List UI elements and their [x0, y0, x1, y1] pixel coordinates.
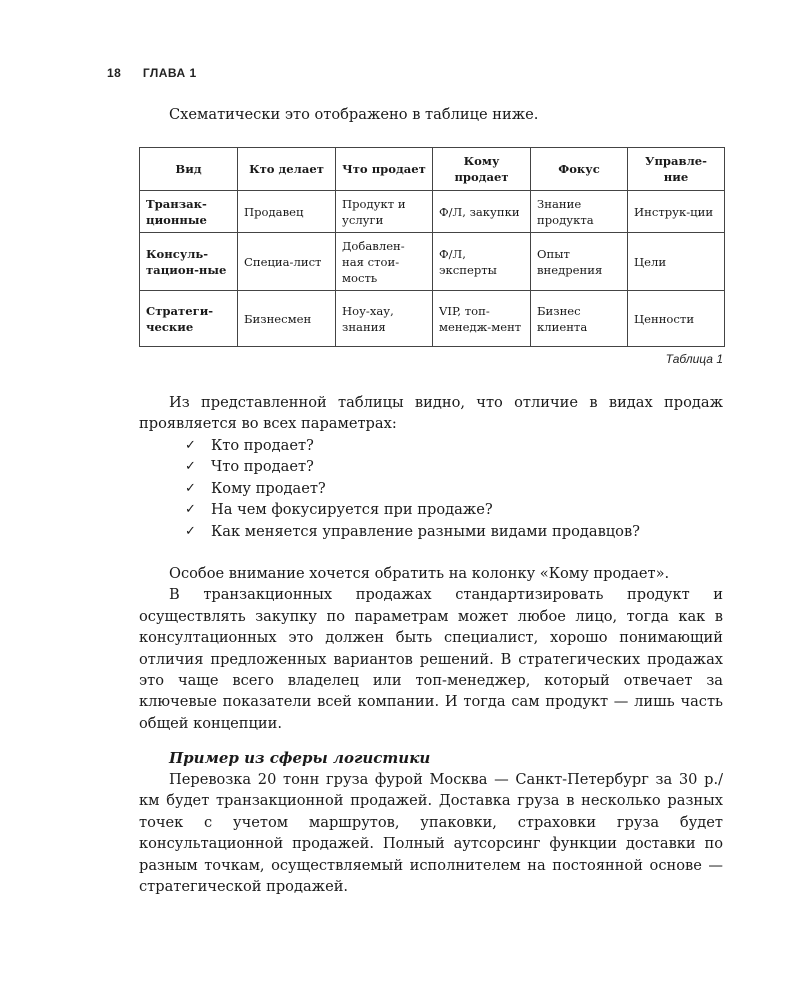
checkmark-icon: ✓	[185, 480, 196, 496]
list-item	[185, 435, 640, 456]
table-cell: Добавлен-ная стои-мость	[336, 233, 433, 291]
table-caption: Таблица 1	[665, 352, 723, 366]
list-item-text: Что продает?	[211, 458, 314, 476]
checkmark-icon: ✓	[185, 502, 196, 518]
row-header-cell: Консуль-тацион-ные	[140, 233, 238, 291]
checkmark-icon: ✓	[185, 459, 196, 475]
intro-paragraph: Схематически это отображено в таблице ниже.	[169, 106, 539, 123]
table-cell: Опыт внедрения	[531, 233, 628, 291]
parameter-checklist	[185, 435, 640, 542]
running-head	[107, 66, 197, 80]
list-item	[185, 478, 640, 499]
header-cell: Что продает	[336, 148, 433, 191]
list-item-text: Кому продает?	[211, 479, 326, 497]
table-row	[140, 191, 725, 233]
list-item-text: На чем фокусируется при продаже?	[211, 501, 493, 519]
table-row	[140, 233, 725, 291]
paragraph-logistics-example: Перевозка 20 тонн груза фурой Москва — Санкт-Петербург за 30 р./км будет транзакционной продажей. Доставка груза в несколько разных точек с учетом маршрутов, упаковки, страховки груза будет консультационной продажей. Полный аутсорсинг функции доставки по разным точкам, осуществляемый исполнителем на постоянной основе — стратегической продажей.	[139, 771, 723, 896]
list-item	[185, 499, 640, 520]
table-cell: VIP, топ-менедж-мент	[433, 291, 531, 347]
checkmark-icon: ✓	[185, 438, 196, 453]
table-cell: Специа-лист	[238, 233, 336, 291]
table-cell: Продукт и услуги	[336, 191, 433, 233]
table-header-row	[140, 148, 725, 191]
table-cell: Цели	[628, 233, 725, 291]
table-cell: Ф/Л, эксперты	[433, 233, 531, 291]
list-item-text: Кто продает?	[211, 437, 314, 454]
table-cell: Ноу-хау, знания	[336, 291, 433, 347]
sales-types-table	[139, 147, 725, 347]
header-cell: Кто делает	[238, 148, 336, 191]
header-cell: Кому продает	[433, 148, 531, 191]
table-cell: Продавец	[238, 191, 336, 233]
table-cell: Ценности	[628, 291, 725, 347]
table-cell: Бизнесмен	[238, 291, 336, 347]
section-subheading: Пример из сферы логистики	[169, 749, 431, 767]
row-header-cell: Транзак-ционные	[140, 191, 238, 233]
header-cell: Фокус	[531, 148, 628, 191]
header-cell: Управле-ние	[628, 148, 725, 191]
list-item	[185, 456, 640, 477]
chapter-title: ГЛАВА 1	[142, 66, 197, 80]
table-cell: Инструк-ции	[628, 191, 725, 233]
paragraph-line: Особое внимание хочется обратить на колонку «Кому продает».	[169, 565, 670, 582]
paragraph-parameters: Из представленной таблицы видно, что отличие в видах продаж проявляется во всех параметрах:	[139, 394, 723, 433]
row-header-cell: Стратеги-ческие	[140, 291, 238, 347]
paragraph-body: В транзакционных продажах стандартизировать продукт и осуществлять закупку по параметрам может любое лицо, тогда как в консултационных это должен быть специалист, хорошо понимающий отличия предложенных вариантов решений. В стратегических продажах это чаще всего владелец или топ-менеджер, который отвечает за ключевые показатели всей компании. И тогда сам продукт — лишь часть общей концепции.	[139, 586, 723, 732]
paragraph-who-sells	[139, 563, 723, 734]
table-row	[140, 291, 725, 347]
list-item-text: Как меняется управление разными видами продавцов?	[211, 522, 640, 540]
table-cell: Ф/Л, закупки	[433, 191, 531, 233]
page-number: 18	[107, 66, 122, 80]
table-cell: Бизнес клиента	[531, 291, 628, 347]
table-cell: Знание продукта	[531, 191, 628, 233]
header-cell: Вид	[140, 148, 238, 191]
checkmark-icon: ✓	[185, 523, 196, 539]
list-item	[185, 521, 640, 542]
